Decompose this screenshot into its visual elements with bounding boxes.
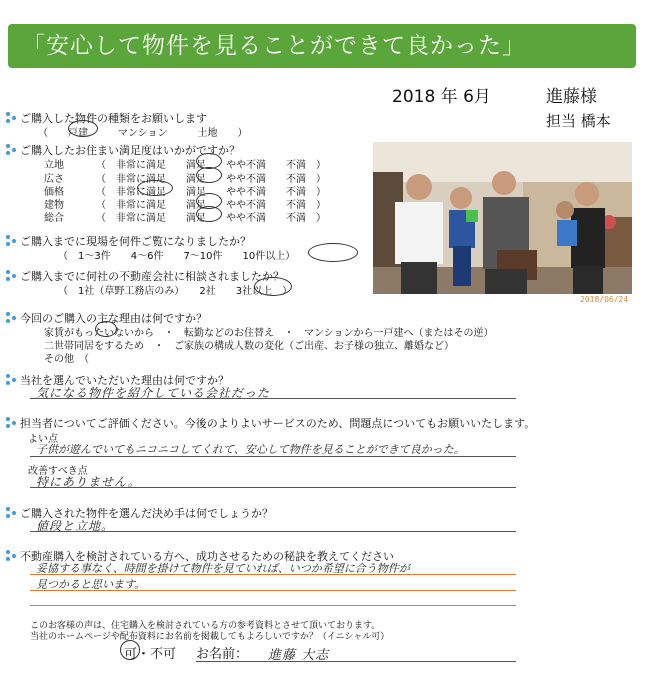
answer-circle — [196, 167, 222, 183]
rating-options: （ 非常に満足 満足 やや不満 不満 ） — [96, 187, 326, 198]
question-5-text: 今回のご購入の主な理由は何ですか？ — [20, 312, 207, 325]
footer-note-1: このお客様の声は、住宅購入を検討されている方の参考資料とさせて頂いております。 — [30, 621, 381, 631]
question-8-text: ご購入された物件を選んだ決め手は何でしょうか？ — [20, 507, 273, 520]
consent-options: 可・不可 — [124, 647, 177, 662]
question-9-text: 不動産購入を検討されている方へ、成功させるための秘訣を教えてください — [20, 550, 394, 563]
question-5-line-2: 二世帯同居をするため ・ ご家族の構成人数の変化（ご出産、お子様の独立、離婚など） — [44, 341, 454, 352]
answer-line — [30, 487, 516, 488]
survey-date: 2018 年 6月 — [392, 87, 491, 107]
name-line — [196, 661, 516, 662]
question-3-options: （ 1～3件 4～6件 7～10件 10件以上） — [58, 251, 296, 262]
handwritten-answer: 特にありません。 — [36, 475, 141, 489]
photo-date-stamp: 2018/06/24 — [580, 295, 629, 304]
customer-name: 進藤様 — [546, 87, 597, 107]
bullet-icon — [6, 417, 17, 428]
rating-label: 立地 — [44, 160, 64, 171]
answer-line — [30, 574, 516, 575]
rating-options: （ 非常に満足 満足 やや不満 不満 ） — [96, 174, 326, 185]
staff-in-charge: 担当 橋本 — [546, 112, 611, 130]
handwritten-answer: 値段と立地。 — [36, 519, 115, 533]
answer-circle — [68, 120, 98, 137]
question-1-options: （ 戸建 マンション 土地 ） — [38, 128, 248, 139]
answer-circle — [120, 640, 140, 660]
rating-options: （ 非常に満足 満足 やや不満 不満 ） — [96, 200, 326, 211]
question-4-text: ご購入までに何社の不動産会社に相談されましたか？ — [20, 270, 284, 283]
handwritten-answer: 妥協する事なく、時間を掛けて物件を見ていれば、いつか希望に合う物件が — [36, 562, 410, 575]
question-2-text: ご購入したお住まい満足度はいかがですか？ — [20, 144, 240, 157]
bullet-icon — [6, 374, 17, 385]
answer-circle — [95, 321, 117, 337]
question-3-text: ご購入までに現場を何件ご覧になりましたか？ — [20, 235, 251, 248]
answer-circle — [254, 277, 292, 296]
rating-options: （ 非常に満足 満足 やや不満 不満 ） — [96, 213, 326, 224]
name-label: お名前： — [196, 647, 249, 662]
title-banner: 「安心して物件を見ることができて良かった」 — [8, 24, 636, 68]
bullet-icon — [6, 235, 17, 246]
answer-line — [30, 531, 516, 532]
answer-line — [30, 398, 516, 399]
answer-line — [30, 456, 516, 457]
answer-line — [30, 590, 516, 591]
rating-label: 価格 — [44, 187, 64, 198]
answer-circle — [308, 243, 358, 262]
photo-illustration — [373, 142, 632, 294]
question-5-line-3: その他 （ — [44, 354, 89, 365]
customer-photo — [373, 142, 632, 304]
handwritten-answer: 見つかると思います。 — [36, 578, 146, 591]
handwritten-answer: 気になる物件を紹介している会社だった — [36, 386, 271, 400]
question-5-line-1: 家賃がもったいないから ・ 転勤などのお住替え ・ マンションから一戸建へ（またはその逆） — [44, 328, 494, 339]
answer-circle — [137, 180, 173, 196]
answer-line — [30, 605, 516, 606]
bullet-icon — [6, 550, 17, 561]
question-7-text: 担当者についてご評価ください。今後のよりよいサービスのため、問題点についてもお願いいたします。 — [20, 417, 536, 430]
bullet-icon — [6, 507, 17, 518]
improvement-label: 改善すべき点 — [28, 466, 88, 477]
question-7 — [6, 415, 535, 431]
bullet-icon — [6, 112, 17, 123]
answer-circle — [196, 206, 222, 222]
handwritten-answer: 子供が遊んでいてもニコニコしてくれて、安心して物件を見ることができて良かった。 — [36, 443, 465, 456]
rating-label: 建物 — [44, 200, 64, 211]
question-6-text: 当社を選んでいただいた理由は何ですか？ — [20, 374, 229, 387]
bullet-icon — [6, 144, 17, 155]
footer-note-2: 当社のホームページや配布資料にお名前を掲載してもよろしいですか？（イニシャル可） — [30, 632, 390, 642]
question-1-text: ご購入した物件の種類をお願いします — [20, 112, 207, 125]
signature-name: 進藤 大志 — [268, 648, 330, 663]
rating-options: （ 非常に満足 満足 やや不満 不満 ） — [96, 160, 326, 171]
good-points-label: よい点 — [28, 434, 58, 445]
bullet-icon — [6, 312, 17, 323]
question-4-options: （ 1社（草野工務店のみ） 2社 3社以上 ） — [58, 286, 293, 297]
rating-label: 広さ — [44, 174, 64, 185]
bullet-icon — [6, 270, 17, 281]
rating-label: 総合 — [44, 213, 64, 224]
